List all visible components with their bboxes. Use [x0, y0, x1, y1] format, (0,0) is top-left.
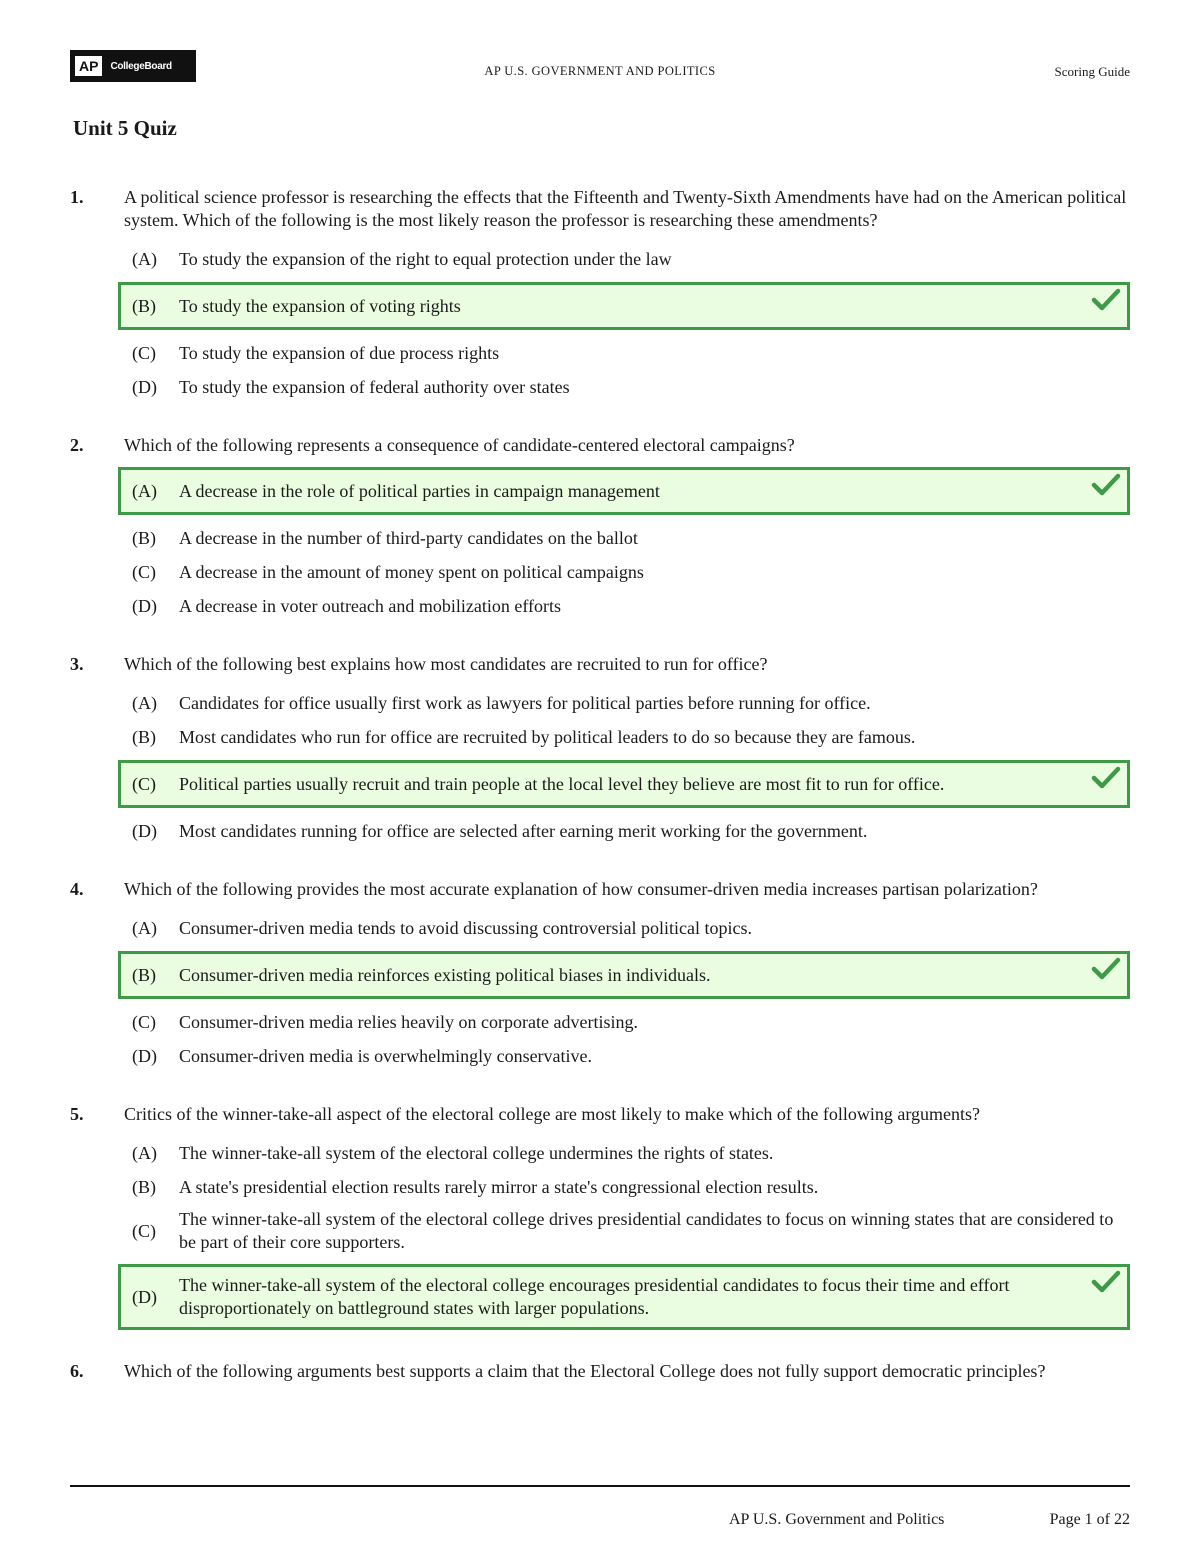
choice-letter: (A) [132, 692, 157, 713]
choice-text: Consumer-driven media relies heavily on corporate advertising. [179, 1011, 638, 1032]
question-stem [70, 434, 1130, 457]
answer-choice [118, 1204, 1130, 1258]
checkmark-icon [1091, 956, 1121, 982]
question-text: A political science professor is researching the effects that the Fifteenth and Twenty-Sixth Amendments have had on the American political system. Which of the following is the most likely reason the professor is researching these amendments? [124, 187, 1127, 230]
question-text: Critics of the winner-take-all aspect of the electoral college are most likely to make which of the following arguments? [124, 1104, 981, 1124]
choice-letter: (C) [132, 561, 156, 582]
answer-choice [118, 720, 1130, 754]
correct-answer-choice [118, 1264, 1130, 1330]
choice-text: Most candidates who run for office are recruited by political leaders to do so because they are famous. [179, 726, 916, 747]
choice-text: Political parties usually recruit and train people at the local level they believe are most fit to run for office. [179, 773, 945, 794]
answer-choices [118, 242, 1130, 404]
question-text: Which of the following arguments best supports a claim that the Electoral College does not fully support democratic principles? [124, 1361, 1046, 1381]
correct-answer-choice [118, 760, 1130, 808]
choice-text: The winner-take-all system of the electoral college drives presidential candidates to focus on winning states that are considered to be part of their core supporters. [179, 1209, 1114, 1252]
choice-letter: (D) [132, 595, 157, 616]
choice-letter: (A) [132, 248, 157, 269]
question-number: 6. [70, 1361, 84, 1381]
question-list [70, 186, 1130, 1413]
logo-collegeboard-text: CollegeBoard [110, 60, 172, 72]
choice-text: A decrease in the role of political parties in campaign management [179, 480, 660, 501]
choice-letter: (C) [132, 342, 156, 363]
choice-letter: (B) [132, 527, 156, 548]
answer-choice [118, 370, 1130, 404]
question-stem [70, 186, 1130, 232]
page-header [70, 50, 1130, 84]
question [70, 186, 1130, 404]
question-number: 4. [70, 879, 84, 899]
choice-text: To study the expansion of voting rights [179, 295, 461, 316]
choice-text: To study the expansion of due process rights [179, 342, 500, 363]
choice-letter: (A) [132, 917, 157, 938]
choice-letter: (D) [132, 820, 157, 841]
choice-letter: (B) [132, 964, 156, 985]
answer-choice [118, 521, 1130, 555]
answer-choice [118, 589, 1130, 623]
choice-text: The winner-take-all system of the electoral college encourages presidential candidates to focus their time and effort disproportionately on battleground states with larger populations. [179, 1275, 1010, 1318]
answer-choice [118, 911, 1130, 945]
course-header: AP U.S. GOVERNMENT AND POLITICS [484, 64, 716, 78]
choice-letter: (D) [132, 1045, 157, 1066]
choice-letter: (D) [132, 376, 157, 397]
choice-letter: (B) [132, 726, 156, 747]
choice-text: A decrease in the amount of money spent on political campaigns [179, 561, 644, 582]
answer-choice [118, 555, 1130, 589]
question-stem [70, 878, 1130, 901]
choice-text: Consumer-driven media reinforces existing political biases in individuals. [179, 964, 711, 985]
answer-choices [118, 686, 1130, 848]
choice-letter: (A) [132, 1142, 157, 1163]
answer-choice [118, 1005, 1130, 1039]
question-text: Which of the following provides the most accurate explanation of how consumer-driven media increases partisan polarization? [124, 879, 1038, 899]
question-stem [70, 1103, 1130, 1126]
choice-letter: (D) [132, 1286, 157, 1307]
checkmark-icon [1091, 1269, 1121, 1295]
question-stem [70, 653, 1130, 676]
document-type: Scoring Guide [1054, 64, 1130, 79]
answer-choice [118, 814, 1130, 848]
question-number: 2. [70, 435, 84, 455]
choice-text: A decrease in voter outreach and mobilization efforts [179, 595, 562, 616]
answer-choices [118, 911, 1130, 1073]
correct-answer-choice [118, 282, 1130, 330]
choice-letter: (B) [132, 295, 156, 316]
choice-letter: (C) [132, 1220, 156, 1241]
footer-divider [70, 1485, 1130, 1487]
choice-letter: (A) [132, 480, 157, 501]
choice-text: To study the expansion of the right to equal protection under the law [179, 248, 672, 269]
question-text: Which of the following best explains how most candidates are recruited to run for office? [124, 654, 768, 674]
page-number: Page 1 of 22 [1049, 1511, 1130, 1528]
question-number: 5. [70, 1104, 84, 1124]
question [70, 1103, 1130, 1330]
choice-text: Consumer-driven media tends to avoid discussing controversial political topics. [179, 917, 753, 938]
choice-text: A decrease in the number of third-party candidates on the ballot [179, 527, 638, 548]
checkmark-icon [1091, 472, 1121, 498]
checkmark-icon [1091, 287, 1121, 313]
question [70, 1360, 1130, 1383]
answer-choice [118, 686, 1130, 720]
correct-answer-choice [118, 951, 1130, 999]
question-number: 3. [70, 654, 84, 674]
question-number: 1. [70, 187, 84, 207]
answer-choice [118, 336, 1130, 370]
question-text: Which of the following represents a consequence of candidate-centered electoral campaigns? [124, 435, 795, 455]
answer-choice [118, 242, 1130, 276]
question-stem [70, 1360, 1130, 1383]
choice-text: Consumer-driven media is overwhelmingly conservative. [179, 1045, 593, 1066]
choice-letter: (C) [132, 773, 156, 794]
answer-choice [118, 1039, 1130, 1073]
choice-text: A state's presidential election results rarely mirror a state's congressional election results. [179, 1176, 819, 1197]
choice-text: The winner-take-all system of the electoral college undermines the rights of states. [179, 1142, 774, 1163]
answer-choice [118, 1136, 1130, 1170]
question [70, 878, 1130, 1073]
question [70, 434, 1130, 623]
answer-choice [118, 1170, 1130, 1204]
page-title: Unit 5 Quiz [73, 116, 177, 140]
correct-answer-choice [118, 467, 1130, 515]
choice-text: Candidates for office usually first work as lawyers for political parties before running for office. [179, 692, 871, 713]
question [70, 653, 1130, 848]
choice-letter: (B) [132, 1176, 156, 1197]
footer-course: AP U.S. Government and Politics [729, 1511, 945, 1528]
choice-text: To study the expansion of federal authority over states [179, 376, 570, 397]
answer-choices [118, 1136, 1130, 1330]
answer-choices [118, 467, 1130, 623]
choice-letter: (C) [132, 1011, 156, 1032]
logo-ap-text: AP [75, 56, 102, 76]
checkmark-icon [1091, 765, 1121, 791]
choice-text: Most candidates running for office are selected after earning merit working for the government. [179, 820, 868, 841]
